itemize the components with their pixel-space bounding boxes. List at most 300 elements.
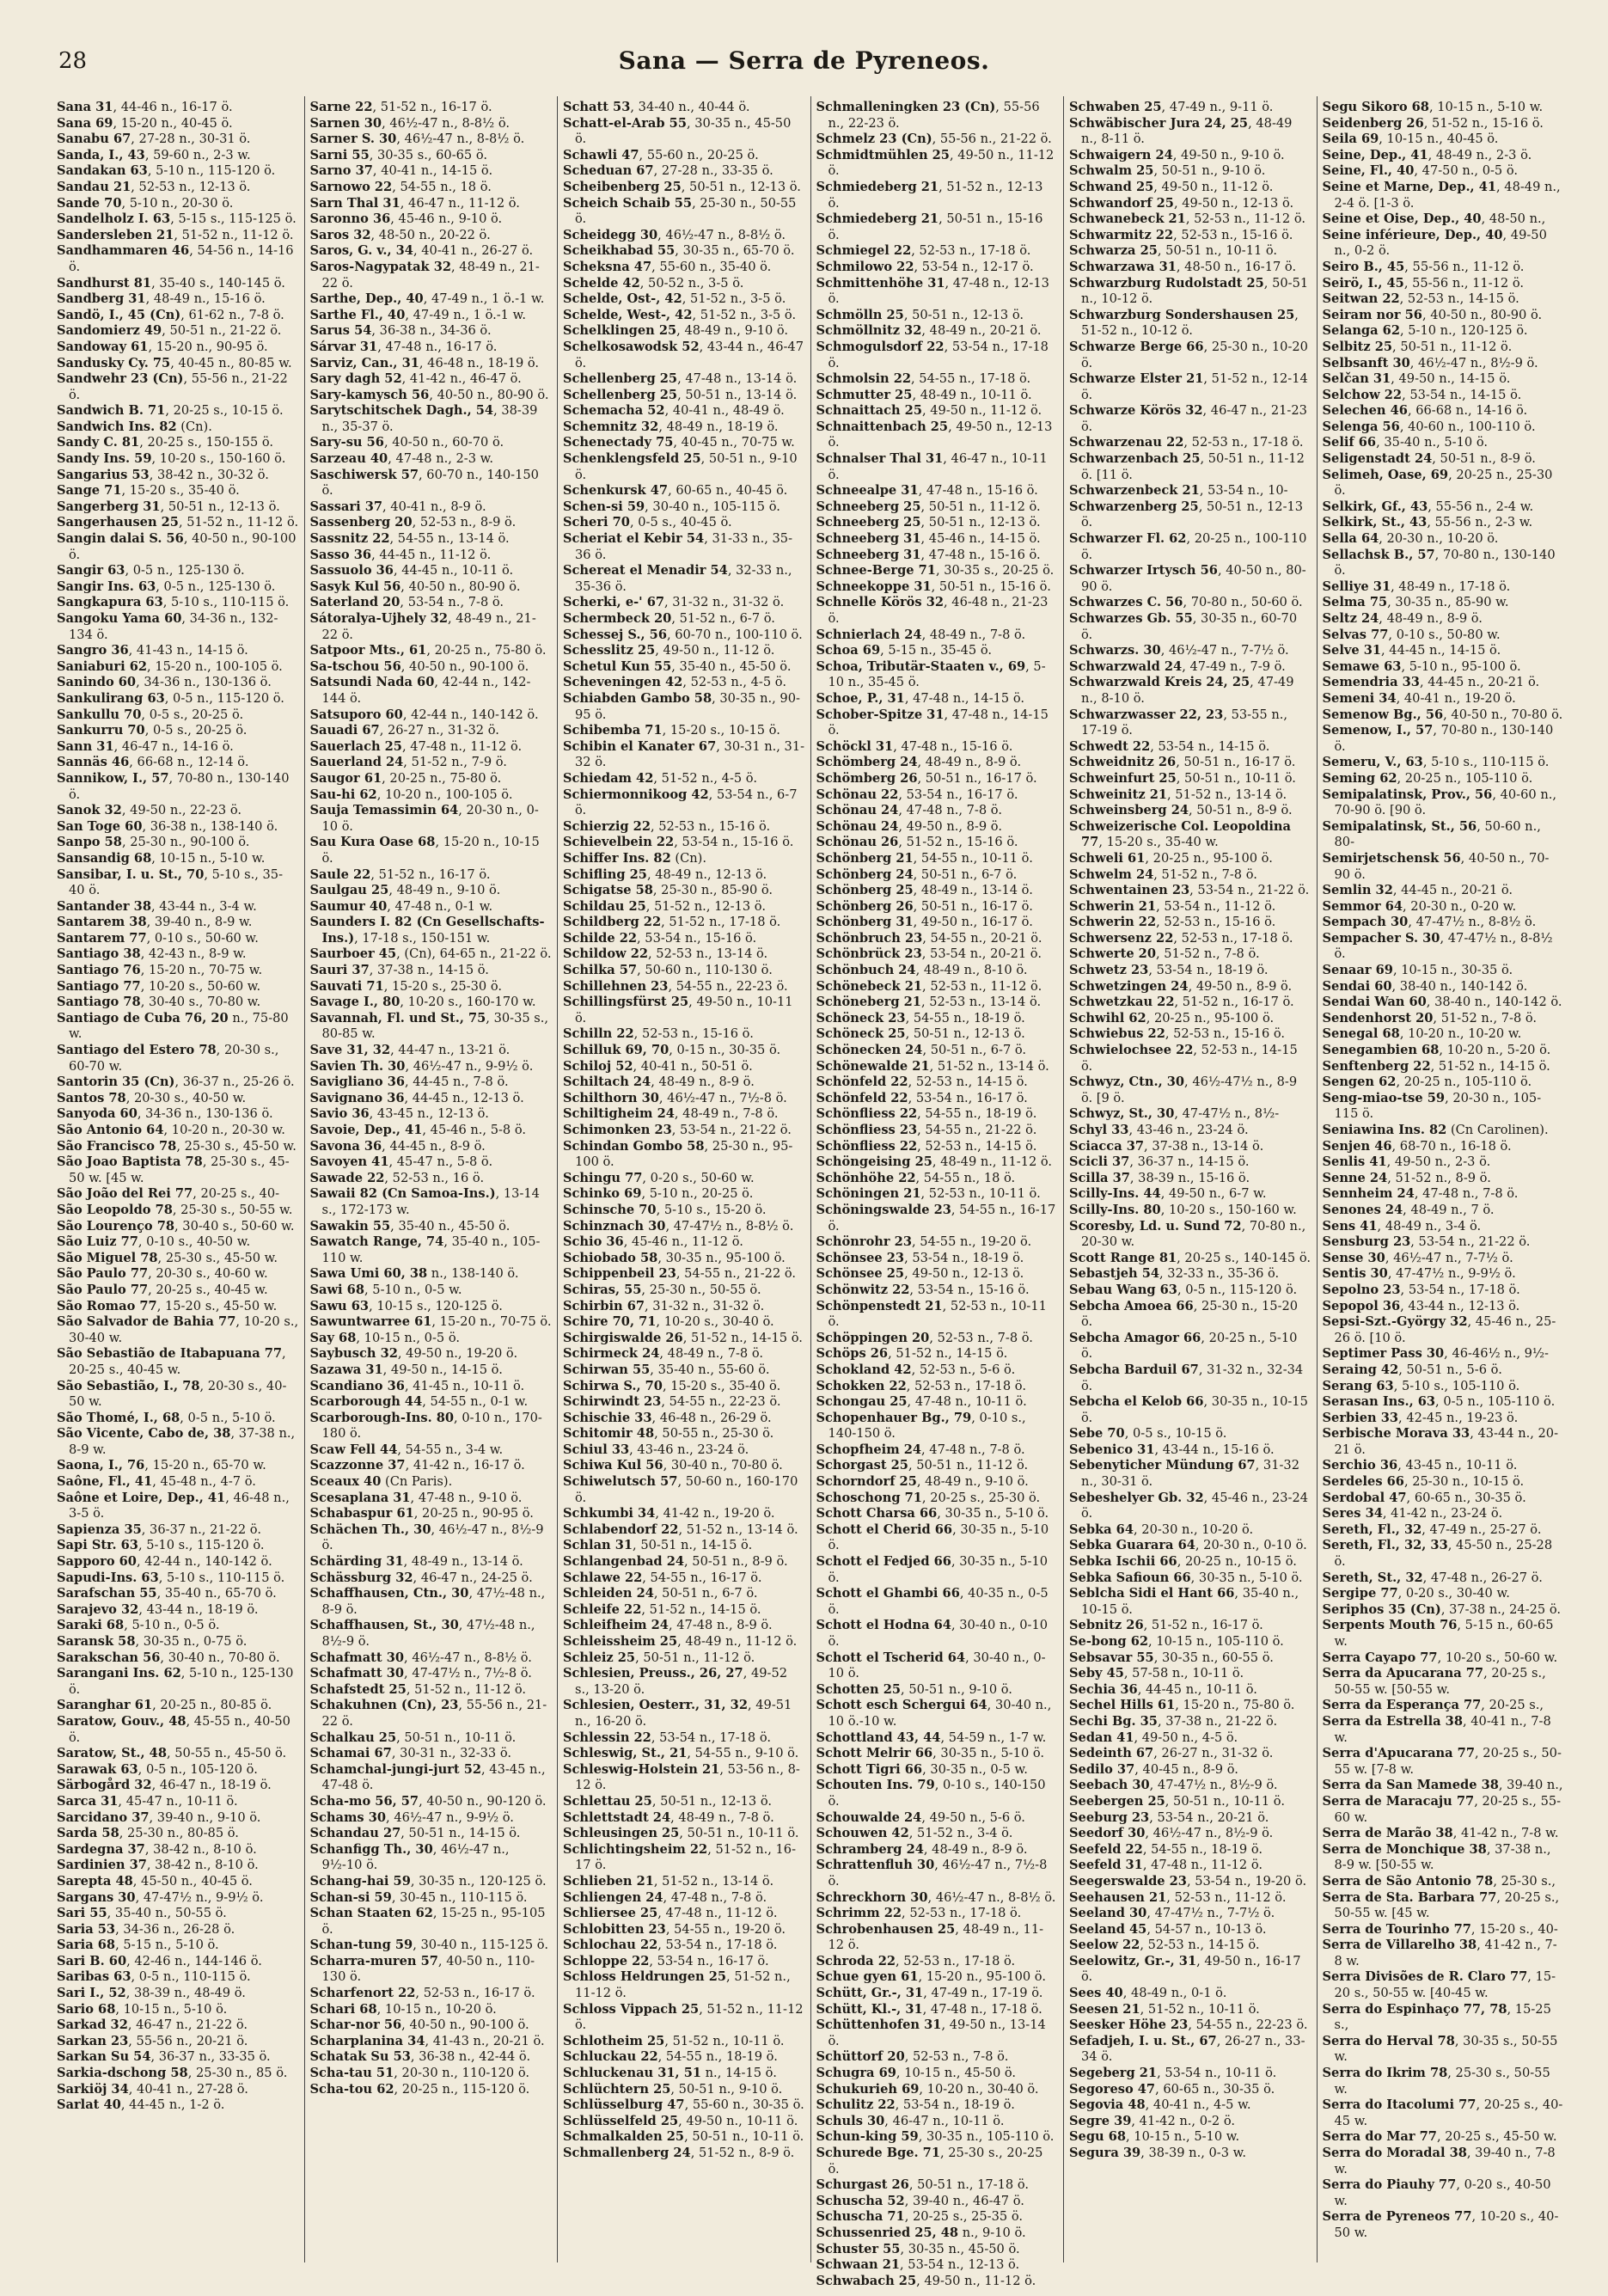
gazetteer-entry: Schober-Spitze 31, 47-48 n., 14-15 ö. — [816, 707, 1049, 738]
gazetteer-entry: Satpoor Mts., 61, 20-25 n., 75-80 ö. — [309, 643, 547, 658]
gazetteer-entry: Sandhurst 81, 35-40 s., 140-145 ö. — [57, 275, 285, 291]
gazetteer-entry: Schneealpe 31, 47-48 n., 15-16 ö. — [816, 483, 1038, 499]
gazetteer-entry: Scott Range 81, 20-25 s., 140-145 ö. — [1069, 1250, 1311, 1265]
gazetteer-entry: Selkirk, Gf., 43, 55-56 n., 2-4 w. — [1322, 499, 1534, 514]
gazetteer-entry: Serbische Morava 33, 43-44 n., 20-21 ö. — [1322, 1426, 1559, 1457]
gazetteer-entry: Sawatch Range, 74, 35-40 n., 105-110 w. — [309, 1234, 541, 1265]
gazetteer-entry: Schleissheim 25, 48-49 n., 11-12 ö. — [563, 1634, 798, 1649]
gazetteer-entry: Seraing 42, 50-51 n., 5-6 ö. — [1322, 1362, 1502, 1377]
gazetteer-entry: Serra do Itacolumi 77, 20-25 s., 40-45 w. — [1322, 2097, 1563, 2128]
gazetteer-entry: Santarem 38, 39-40 n., 8-9 w. — [57, 915, 253, 930]
gazetteer-entry: Schönbrück 23, 53-54 n., 20-21 ö. — [816, 946, 1042, 962]
gazetteer-entry: Schenectady 75, 40-45 n., 70-75 w. — [563, 435, 795, 450]
gazetteer-entry: São Miguel 78, 25-30 s., 45-50 w. — [57, 1250, 278, 1265]
gazetteer-entry: Sassuolo 36, 44-45 n., 10-11 ö. — [309, 563, 514, 579]
gazetteer-entry: Schifling 25, 48-49 n., 12-13 ö. — [563, 866, 767, 882]
gazetteer-entry: Schmiedeberg 21, 50-51 n., 15-16 ö. — [816, 211, 1043, 242]
gazetteer-entry: Sebka 64, 20-30 n., 10-20 ö. — [1069, 1521, 1254, 1537]
gazetteer-entry: Schnaittach 25, 49-50 n., 11-12 ö. — [816, 403, 1042, 419]
gazetteer-entry: Saschiwersk 57, 60-70 n., 140-150 ö. — [309, 467, 539, 499]
gazetteer-entry: Schönberg 26, 50-51 n., 16-17 ö. — [816, 898, 1033, 914]
gazetteer-entry: São Lourenço 78, 30-40 s., 50-60 w. — [57, 1218, 295, 1234]
gazetteer-entry: Sangoku Yama 60, 34-36 n., 132-134 ö. — [57, 611, 278, 642]
gazetteer-entry: Schönebeck 21, 52-53 n., 11-12 ö. — [816, 978, 1042, 994]
gazetteer-entry: Sebcha Barduil 67, 31-32 n., 32-34 ö. — [1069, 1362, 1304, 1393]
gazetteer-entry: Sapudi-Ins. 63, 5-10 s., 110-115 ö. — [57, 1570, 285, 1585]
gazetteer-entry: Schnierlach 24, 48-49 n., 7-8 ö. — [816, 627, 1026, 642]
gazetteer-entry: Schönberg 21, 54-55 n., 10-11 ö. — [816, 850, 1033, 866]
gazetteer-entry: Schönberg 31, 49-50 n., 16-17 ö. — [816, 915, 1033, 930]
gazetteer-entry: Schereat el Menadir 54, 32-33 n., 35-36 ö. — [563, 563, 792, 594]
gazetteer-entry: São Joao Baptista 78, 25-30 s., 45-50 w. [45 w. — [57, 1154, 290, 1185]
gazetteer-entry: Senlis 41, 49-50 n., 2-3 ö. — [1322, 1154, 1491, 1170]
gazetteer-entry: Seligenstadt 24, 50-51 n., 8-9 ö. — [1322, 451, 1536, 467]
gazetteer-entry: Schemacha 52, 40-41 n., 48-49 ö. — [563, 403, 785, 419]
gazetteer-entry: Sanindo 60, 34-36 n., 130-136 ö. — [57, 675, 272, 690]
gazetteer-entry: Schlesien, Preuss., 26, 27, 49-52 s., 13-20 ö. — [563, 1666, 788, 1697]
gazetteer-entry: Schillehnen 23, 54-55 n., 22-23 ö. — [563, 978, 788, 994]
gazetteer-entry: Sátoralya-Ujhely 32, 48-49 n., 21-22 ö. — [309, 611, 536, 642]
gazetteer-entry: Santiago 38, 42-43 n., 8-9 w. — [57, 946, 247, 962]
gazetteer-entry: Schiermonnikoog 42, 53-54 n., 6-7 ö. — [563, 787, 798, 818]
gazetteer-entry: Schloss Heldrungen 25, 51-52 n., 11-12 ö. — [563, 1969, 791, 2001]
gazetteer-entry: Schire 70, 71, 10-20 s., 30-40 ö. — [563, 1314, 774, 1330]
gazetteer-entry: Sandersleben 21, 51-52 n., 11-12 ö. — [57, 227, 294, 242]
gazetteer-entry: Schwarzenberg 25, 50-51 n., 12-13 ö. — [1069, 499, 1304, 530]
gazetteer-entry: Scheich Schaib 55, 25-30 n., 50-55 ö. — [563, 195, 797, 227]
gazetteer-entry: Sarnowo 22, 54-55 n., 18 ö. — [309, 179, 492, 194]
gazetteer-entry: Schouwen 42, 51-52 n., 3-4 ö. — [816, 1826, 1013, 1841]
gazetteer-entry: Scilly-Ins. 80, 10-20 s., 150-160 w. — [1069, 1202, 1297, 1217]
gazetteer-entry: Selbsanft 30, 46½-47 n., 8½-9 ö. — [1322, 355, 1538, 370]
gazetteer-entry: Sapporo 60, 42-44 n., 140-142 ö. — [57, 1554, 272, 1570]
gazetteer-entry: Schwyz, Ctn., 30, 46½-47½ n., 8-9 ö. [9 ö. — [1069, 1075, 1298, 1105]
gazetteer-entry: Schlüsselburg 47, 55-60 n., 30-35 ö. — [563, 2097, 804, 2113]
gazetteer-entry: Schmittenhöhe 31, 47-48 n., 12-13 ö. — [816, 275, 1049, 307]
gazetteer-entry: Septimer Pass 30, 46-46½ n., 9½- — [1322, 1346, 1549, 1362]
gazetteer-entry: Schiedam 42, 51-52 n., 4-5 ö. — [563, 770, 757, 786]
gazetteer-entry: Sella 64, 20-30 n., 10-20 ö. — [1322, 531, 1499, 547]
gazetteer-entry: Schmogulsdorf 22, 53-54 n., 17-18 ö. — [816, 339, 1049, 370]
gazetteer-entry: Schyl 33, 43-46 n., 23-24 ö. — [1069, 1123, 1249, 1137]
gazetteer-entry: Serra do Espinhaço 77, 78, 15-25 s., — [1322, 2001, 1551, 2033]
gazetteer-entry: São Sebastião, I., 78, 20-30 s., 40-50 w. — [57, 1378, 287, 1410]
gazetteer-entry: Schönrohr 23, 54-55 n., 19-20 ö. — [816, 1234, 1032, 1250]
column-1 — [52, 96, 304, 2262]
gazetteer-entry: Seeland 45, 54-57 n., 10-13 ö. — [1069, 1921, 1267, 1937]
gazetteer-entry: Sary-kamysch 56, 40-50 n., 80-90 ö. — [309, 387, 549, 402]
gazetteer-entry: Schütt, Gr.-, 31, 47-49 n., 17-19 ö. — [816, 1986, 1043, 2001]
gazetteer-entry: Seine, Fl., 40, 47-50 n., 0-5 ö. — [1322, 163, 1519, 179]
gazetteer-entry: Seblcha Sidi el Hant 66, 35-40 n., 10-15 ö. — [1069, 1586, 1299, 1617]
gazetteer-entry: Schwarzawa 31, 48-50 n., 16-17 ö. — [1069, 259, 1297, 274]
gazetteer-entry: Say 68, 10-15 n., 0-5 ö. — [309, 1330, 460, 1345]
gazetteer-entry: Schilka 57, 50-60 n., 110-130 ö. — [563, 963, 773, 978]
gazetteer-entry: Schott esch Schergui 64, 30-40 n., 10 ö.-10 w. — [816, 1698, 1052, 1729]
gazetteer-entry: Schoa, Tributär-Staaten v., 69, 5-10 n., 35-45 ö. — [816, 658, 1046, 690]
gazetteer-entry: Semlin 32, 44-45 n., 20-21 ö. — [1322, 883, 1513, 898]
gazetteer-entry: Schmilowo 22, 53-54 n., 12-17 ö. — [816, 259, 1034, 274]
gazetteer-entry: Scheveningen 42, 52-53 n., 4-5 ö. — [563, 675, 786, 690]
gazetteer-entry: Schleifheim 24, 47-48 n., 8-9 ö. — [563, 1618, 773, 1633]
gazetteer-entry: Schönfeld 22, 52-53 n., 14-15 ö. — [816, 1075, 1028, 1090]
gazetteer-entry: Serra do Moradal 38, 39-40 n., 7-8 w. — [1322, 2146, 1556, 2177]
gazetteer-entry: Schabaspur 61, 20-25 n., 90-95 ö. — [309, 1506, 534, 1521]
gazetteer-entry: Serasan Ins., 63, 0-5 n., 105-110 ö. — [1322, 1394, 1556, 1410]
gazetteer-entry: Sandoway 61, 15-20 n., 90-95 ö. — [57, 339, 268, 354]
gazetteer-entry: Sempach 30, 47-47½ n., 8-8½ ö. — [1322, 915, 1537, 930]
gazetteer-entry: Sandusky Cy. 75, 40-45 n., 80-85 w. — [57, 355, 292, 370]
gazetteer-entry: Serra de Maracaju 77, 20-25 s., 55-60 w. — [1322, 1793, 1562, 1825]
gazetteer-entry: Seine inférieure, Dep., 40, 49-50 n., 0-2 ö. — [1322, 227, 1547, 259]
gazetteer-entry: Senegambien 68, 10-20 n., 5-20 ö. — [1322, 1043, 1551, 1058]
gazetteer-entry: Schwarzburg Sondershausen 25, 51-52 n., 10-12 ö. — [1069, 307, 1299, 339]
gazetteer-entry: São Romao 77, 15-20 s., 45-50 w. — [57, 1298, 278, 1313]
gazetteer-entry: Sardinien 37, 38-42 n., 8-10 ö. — [57, 1858, 259, 1873]
gazetteer-entry: Schloss Vippach 25, 51-52 n., 11-12 ö. — [563, 2001, 804, 2033]
gazetteer-entry: Sarangani Ins. 62, 5-10 n., 125-130 ö. — [57, 1666, 294, 1697]
gazetteer-entry: Sepopol 36, 43-44 n., 12-13 ö. — [1322, 1298, 1520, 1313]
gazetteer-entry: Schnalser Thal 31, 46-47 n., 10-11 ö. — [816, 451, 1048, 482]
gazetteer-entry: Sankurru 70, 0-5 s., 20-25 ö. — [57, 723, 248, 738]
gazetteer-entry: Scesaplana 31, 47-48 n., 9-10 ö. — [309, 1490, 523, 1505]
column-4 — [810, 96, 1064, 2288]
gazetteer-entry: Sebcha el Kelob 66, 30-35 n., 10-15 ö. — [1069, 1394, 1308, 1425]
gazetteer-entry: Scarborough-Ins. 80, 0-10 n., 170-180 ö. — [309, 1410, 542, 1442]
gazetteer-entry: Sebka Guarara 64, 20-30 n., 0-10 ö. — [1069, 1538, 1307, 1553]
gazetteer-entry: Schandau 27, 50-51 n., 14-15 ö. — [309, 1826, 521, 1841]
gazetteer-entry: Schneeberg 31, 47-48 n., 15-16 ö. — [816, 547, 1041, 562]
gazetteer-entry: Schotten 25, 50-51 n., 9-10 ö. — [816, 1681, 1012, 1697]
gazetteer-entry: Saratow, St., 48, 50-55 n., 45-50 ö. — [57, 1746, 287, 1761]
gazetteer-entry: Schellenberg 25, 50-51 n., 13-14 ö. — [563, 387, 798, 402]
gazetteer-entry: Seegerswalde 23, 53-54 n., 19-20 ö. — [1069, 1873, 1307, 1889]
gazetteer-entry: Schöps 26, 51-52 n., 14-15 ö. — [816, 1346, 1008, 1362]
gazetteer-entry: Saraki 68, 5-10 n., 0-5 ö. — [57, 1618, 220, 1633]
gazetteer-entry: Schlobitten 23, 54-55 n., 19-20 ö. — [563, 1921, 786, 1937]
gazetteer-entry: Schopenhauer Bg., 79, 0-10 s., 140-150 ö. — [816, 1410, 1026, 1442]
gazetteer-entry: Schönau 24, 49-50 n., 8-9 ö. — [816, 818, 1002, 834]
gazetteer-entry: Santiago 76, 15-20 n., 70-75 w. — [57, 963, 263, 978]
gazetteer-entry: Sapienza 35, 36-37 n., 21-22 ö. — [57, 1521, 261, 1537]
gazetteer-entry: Sawi 68, 5-10 n., 0-5 w. — [309, 1282, 462, 1297]
gazetteer-entry: Sandy C. 81, 20-25 s., 150-155 ö. — [57, 435, 274, 450]
gazetteer-entry: Schwarza 25, 50-51 n., 10-11 ö. — [1069, 243, 1278, 259]
gazetteer-entry: Schue gyen 61, 15-20 n., 95-100 ö. — [816, 1969, 1046, 1985]
gazetteer-entry: Schrimm 22, 52-53 n., 17-18 ö. — [816, 1906, 1022, 1921]
gazetteer-entry: Schlabendorf 22, 51-52 n., 13-14 ö. — [563, 1521, 798, 1537]
gazetteer-entry: Sendenhorst 20, 51-52 n., 7-8 ö. — [1322, 1010, 1538, 1026]
gazetteer-entry: Semipalatinsk, Prov., 56, 40-60 n., 70-90 ö. [90 ö. — [1322, 787, 1556, 818]
gazetteer-entry: Schöneck 25, 50-51 n., 12-13 ö. — [816, 1026, 1025, 1042]
gazetteer-entry: Santos 78, 20-30 s., 40-50 w. — [57, 1090, 247, 1105]
gazetteer-entry: Schott Melrir 66, 30-35 n., 5-10 ö. — [816, 1746, 1045, 1761]
gazetteer-entry: Sawa Umi 60, 38 n., 138-140 ö. — [309, 1266, 519, 1282]
gazetteer-entry: Schmutter 25, 48-49 n., 10-11 ö. — [816, 387, 1032, 402]
gazetteer-entry: Saona, I., 76, 15-20 n., 65-70 w. — [57, 1458, 266, 1473]
gazetteer-entry: Schirwan 55, 35-40 n., 55-60 ö. — [563, 1362, 770, 1377]
gazetteer-entry: Schari 68, 10-15 n., 10-20 ö. — [309, 2001, 497, 2017]
gazetteer-entry: Seeland 30, 47-47½ n., 7-7½ ö. — [1069, 1906, 1275, 1921]
gazetteer-entry: Sandhammaren 46, 54-56 n., 14-16 ö. — [57, 243, 294, 274]
gazetteer-entry: Schmelz 23 (Cn), 55-56 n., 21-22 ö. — [816, 132, 1052, 147]
gazetteer-entry: Schiffer Ins. 82 (Cn). — [563, 850, 706, 866]
gazetteer-entry: Schönewalde 21, 51-52 n., 13-14 ö. — [816, 1058, 1049, 1074]
gazetteer-entry: Serra de Marão 38, 41-42 n., 7-8 w. — [1322, 1826, 1559, 1841]
gazetteer-entry: Selechen 46, 66-68 n., 14-16 ö. — [1322, 403, 1528, 419]
gazetteer-entry: Sanda, I., 43, 59-60 n., 2-3 w. — [57, 147, 251, 162]
gazetteer-entry: Serra da Apucarana 77, 20-25 s., 50-55 w. [50-55 w. — [1322, 1666, 1546, 1697]
gazetteer-entry: Schippenbeil 23, 54-55 n., 21-22 ö. — [563, 1266, 797, 1282]
gazetteer-entry: Sau-hi 62, 10-20 n., 100-105 ö. — [309, 787, 513, 802]
gazetteer-entry: Schwarze Elster 21, 51-52 n., 12-14 ö. — [1069, 371, 1308, 402]
gazetteer-entry: Schen-si 59, 30-40 n., 105-115 ö. — [563, 499, 780, 514]
gazetteer-columns — [52, 96, 1569, 2288]
gazetteer-entry: Schweli 61, 20-25 n., 95-100 ö. — [1069, 850, 1273, 866]
gazetteer-entry: Sergipe 77, 0-20 s., 30-40 w. — [1322, 1586, 1510, 1601]
gazetteer-entry: Sebka Ischii 66, 20-25 n., 10-15 ö. — [1069, 1554, 1297, 1570]
gazetteer-entry: Serra d'Apucarana 77, 20-25 s., 50-55 w. [7-8 w. — [1322, 1746, 1562, 1777]
gazetteer-entry: Sarni 55, 30-35 s., 60-65 ö. — [309, 147, 488, 162]
gazetteer-entry: Saône et Loire, Dep., 41, 46-48 n., 3-5 ö. — [57, 1490, 290, 1521]
gazetteer-entry: Schwand 25, 49-50 n., 11-12 ö. — [1069, 179, 1274, 194]
gazetteer-entry: Schüttenhofen 31, 49-50 n., 13-14 ö. — [816, 2017, 1046, 2048]
gazetteer-entry: Serra de Villarelho 38, 41-42 n., 7-8 w. — [1322, 1938, 1557, 1968]
gazetteer-entry: Seine, Dep., 41, 48-49 n., 2-3 ö. — [1322, 147, 1532, 162]
gazetteer-entry: Semeru, V., 63, 5-10 s., 110-115 ö. — [1322, 755, 1550, 770]
gazetteer-entry: Seiro B., 45, 55-56 n., 11-12 ö. — [1322, 259, 1525, 274]
gazetteer-entry: Saulgau 25, 48-49 n., 9-10 ö. — [309, 883, 501, 898]
gazetteer-entry: Schongau 25, 47-48 n., 10-11 ö. — [816, 1394, 1027, 1410]
gazetteer-entry: Schan Staaten 62, 15-25 n., 95-105 ö. — [309, 1906, 546, 1937]
gazetteer-entry: Schwabach 25, 49-50 n., 11-12 ö. — [816, 2273, 1036, 2288]
gazetteer-entry: Sazawa 31, 49-50 n., 14-15 ö. — [309, 1362, 503, 1377]
gazetteer-entry: Schermbeck 20, 51-52 n., 6-7 ö. — [563, 611, 775, 626]
gazetteer-entry: Sapi Str. 63, 5-10 s., 115-120 ö. — [57, 1538, 265, 1553]
gazetteer-entry: Schönberg 25, 48-49 n., 13-14 ö. — [816, 883, 1033, 898]
gazetteer-entry: Sarkiöj 34, 40-41 n., 27-28 ö. — [57, 2081, 248, 2097]
gazetteer-entry: Semmor 64, 20-30 n., 0-20 w. — [1322, 898, 1517, 914]
gazetteer-entry: Schwetzingen 24, 49-50 n., 8-9 ö. — [1069, 978, 1293, 994]
gazetteer-entry: São Francisco 78, 25-30 s., 45-50 w. — [57, 1138, 297, 1154]
gazetteer-entry: Schiwa Kul 56, 30-40 n., 70-80 ö. — [563, 1458, 783, 1473]
gazetteer-entry: Semirjetschensk 56, 40-50 n., 70-90 ö. — [1322, 850, 1550, 882]
gazetteer-entry: Saransk 58, 30-35 n., 0-75 ö. — [57, 1634, 248, 1649]
gazetteer-entry: Segu 68, 10-15 n., 5-10 w. — [1069, 2129, 1240, 2145]
gazetteer-entry: Schwelm 24, 51-52 n., 7-8 ö. — [1069, 866, 1257, 882]
gazetteer-entry: Schwielochsee 22, 52-53 n., 14-15 ö. — [1069, 1043, 1298, 1074]
gazetteer-entry: Schwerte 20, 51-52 n., 7-8 ö. — [1069, 946, 1260, 962]
gazetteer-entry: Sandwich Ins. 82 (Cn). — [57, 419, 212, 434]
gazetteer-entry: Sa-tschou 56, 40-50 n., 90-100 ö. — [309, 658, 529, 674]
gazetteer-entry: Schweidnitz 26, 50-51 n., 16-17 ö. — [1069, 755, 1296, 770]
gazetteer-entry: Senftenberg 22, 51-52 n., 14-15 ö. — [1322, 1058, 1550, 1074]
gazetteer-entry: Schugra 69, 10-15 n., 45-50 ö. — [816, 2066, 1017, 2081]
gazetteer-entry: Senones 24, 48-49 n., 7 ö. — [1322, 1202, 1495, 1217]
column-5 — [1063, 96, 1317, 2262]
gazetteer-entry: Schemnitz 32, 48-49 n., 18-19 ö. — [563, 419, 779, 434]
gazetteer-entry: Schwaben 25, 47-49 n., 9-11 ö. — [1069, 100, 1274, 114]
gazetteer-entry: Schütt, Kl.-, 31, 47-48 n., 17-18 ö. — [816, 2001, 1042, 2017]
gazetteer-entry: Segre 39, 41-42 n., 0-2 ö. — [1069, 2113, 1236, 2128]
column-2 — [304, 96, 558, 2262]
gazetteer-entry: Schirwindt 23, 54-55 n., 22-23 ö. — [563, 1394, 781, 1410]
gazetteer-entry: Sciacca 37, 37-38 n., 13-14 ö. — [1069, 1138, 1264, 1154]
gazetteer-entry: Schönpenstedt 21, 52-53 n., 10-11 ö. — [816, 1298, 1047, 1330]
gazetteer-entry: Sarthe, Dep., 40, 47-49 n., 1 ö.-1 w. — [309, 291, 545, 307]
gazetteer-entry: Scheidegg 30, 46½-47 n., 8-8½ ö. — [563, 227, 786, 242]
gazetteer-entry: Sedan 41, 49-50 n., 4-5 ö. — [1069, 1730, 1238, 1745]
gazetteer-entry: Sarepta 48, 45-50 n., 40-45 ö. — [57, 1873, 253, 1889]
gazetteer-entry: Schwarzer Irtysch 56, 40-50 n., 80-90 ö. — [1069, 563, 1306, 594]
gazetteer-entry: Sangir 63, 0-5 n., 125-130 ö. — [57, 563, 245, 579]
gazetteer-entry: Schokken 22, 52-53 n., 17-18 ö. — [816, 1378, 1026, 1393]
gazetteer-entry: Serra de Sta. Barbara 77, 20-25 s., 50-55 w. [45 w. — [1322, 1889, 1560, 1921]
gazetteer-entry: Schüttorf 20, 52-53 n., 7-8 ö. — [816, 2049, 1009, 2065]
gazetteer-entry: Serchio 36, 43-45 n., 10-11 ö. — [1322, 1458, 1518, 1473]
gazetteer-entry: Schelkosawodsk 52, 43-44 n., 46-47 ö. — [563, 339, 804, 370]
gazetteer-entry: Schirmeck 24, 48-49 n., 7-8 ö. — [563, 1346, 764, 1362]
gazetteer-entry: São Sebastião de Itabapuana 77, 20-25 s., 40-45 w. — [57, 1346, 286, 1377]
gazetteer-entry: Saria 53, 34-36 n., 26-28 ö. — [57, 1921, 235, 1937]
gazetteer-entry: Schanfigg Th., 30, 46½-47 n., 9½-10 ö. — [309, 1841, 510, 1873]
gazetteer-entry: Scheduan 67, 27-28 n., 33-35 ö. — [563, 163, 773, 179]
gazetteer-entry: Schlüsselfeld 25, 49-50 n., 10-11 ö. — [563, 2113, 798, 2128]
gazetteer-entry: Schmolsin 22, 54-55 n., 17-18 ö. — [816, 371, 1031, 387]
gazetteer-entry: Serra do Piauhy 77, 0-20 s., 40-50 w. — [1322, 2177, 1551, 2208]
gazetteer-entry: Schilln 22, 52-53 n., 15-16 ö. — [563, 1026, 754, 1042]
gazetteer-entry: Scha-tou 62, 20-25 n., 115-120 ö. — [309, 2081, 530, 2097]
gazetteer-entry: Seirö, I., 45, 55-56 n., 11-12 ö. — [1322, 275, 1525, 291]
gazetteer-entry: Schloppe 22, 53-54 n., 16-17 ö. — [563, 1953, 769, 1968]
gazetteer-entry: Saône, Fl., 41, 45-48 n., 4-7 ö. — [57, 1474, 256, 1490]
gazetteer-entry: Santarem 77, 0-10 s., 50-60 w. — [57, 930, 259, 946]
gazetteer-entry: Schwerin 22, 52-53 n., 15-16 ö. — [1069, 915, 1276, 930]
gazetteer-entry: Schlüchtern 25, 50-51 n., 9-10 ö. — [563, 2081, 783, 2097]
gazetteer-entry: Sarlat 40, 44-45 n., 1-2 ö. — [57, 2097, 225, 2113]
gazetteer-entry: Sande 70, 5-10 n., 20-30 ö. — [57, 195, 234, 211]
gazetteer-entry: Schmallenberg 24, 51-52 n., 8-9 ö. — [563, 2146, 795, 2160]
gazetteer-entry: Selif 66, 35-40 n., 5-10 ö. — [1322, 435, 1488, 450]
gazetteer-entry: Schesslitz 25, 49-50 n., 11-12 ö. — [563, 643, 775, 658]
gazetteer-entry: Sau Kura Oase 68, 15-20 n., 10-15 ö. — [309, 835, 540, 866]
gazetteer-entry: Senegal 68, 10-20 n., 10-20 w. — [1322, 1026, 1522, 1042]
gazetteer-entry: Savien Th. 30, 46½-47 n., 9-9½ ö. — [309, 1058, 534, 1074]
gazetteer-entry: Selvas 77, 0-10 s., 50-80 w. — [1322, 627, 1501, 642]
page-title: Sana — Serra de Pyreneos. — [618, 46, 990, 75]
gazetteer-entry: Scheri 70, 0-5 s., 40-45 ö. — [563, 515, 732, 530]
gazetteer-entry: Sempacher S. 30, 47-47½ n., 8-8½ ö. — [1322, 930, 1553, 962]
gazetteer-entry: Sarkia-dschong 58, 25-30 n., 85 ö. — [57, 2066, 288, 2081]
gazetteer-entry: Schokland 42, 52-53 n., 5-6 ö. — [816, 1362, 1016, 1377]
gazetteer-entry: Seebach 30, 47-47½ n., 8½-9 ö. — [1069, 1778, 1278, 1793]
gazetteer-entry: Sechel Hills 61, 15-20 n., 75-80 ö. — [1069, 1698, 1295, 1713]
gazetteer-entry: Schott el Tscherid 64, 30-40 n., 0-10 ö. — [816, 1650, 1046, 1681]
gazetteer-entry: Sereth, Fl., 32, 47-49 n., 25-27 ö. — [1322, 1521, 1542, 1537]
gazetteer-entry: Schlieben 21, 51-52 n., 13-14 ö. — [563, 1873, 774, 1889]
gazetteer-entry: Sann 31, 46-47 n., 14-16 ö. — [57, 738, 234, 754]
gazetteer-entry: Sechi Bg. 35, 37-38 n., 21-22 ö. — [1069, 1713, 1278, 1729]
gazetteer-entry: Schwarzes C. 56, 70-80 n., 50-60 ö. — [1069, 595, 1303, 610]
gazetteer-entry: Schluckenau 31, 51 n., 14-15 ö. — [563, 2066, 777, 2081]
column-6 — [1317, 96, 1570, 2262]
gazetteer-entry: Schlichtingsheim 22, 51-52 n., 16-17 ö. — [563, 1841, 797, 1873]
gazetteer-entry: Schinsche 70, 5-10 s., 15-20 ö. — [563, 1202, 767, 1217]
gazetteer-entry: Seeburg 23, 53-54 n., 20-21 ö. — [1069, 1809, 1269, 1825]
gazetteer-entry: Schatt 53, 34-40 n., 40-44 ö. — [563, 100, 750, 114]
gazetteer-entry: Schuscha 52, 39-40 n., 46-47 ö. — [816, 2193, 1024, 2208]
gazetteer-entry: Schönfliess 23, 54-55 n., 21-22 ö. — [816, 1123, 1037, 1137]
gazetteer-entry: Sankulirang 63, 0-5 n., 115-120 ö. — [57, 690, 284, 706]
gazetteer-entry: Seefeld 31, 47-48 n., 11-12 ö. — [1069, 1858, 1263, 1873]
gazetteer-entry: Savage I., 80, 10-20 s., 160-170 w. — [309, 995, 536, 1010]
gazetteer-entry: Seiram nor 56, 40-50 n., 80-90 ö. — [1322, 307, 1543, 322]
gazetteer-entry: Schlesien, Oesterr., 31, 32, 49-51 n., 16-20 ö. — [563, 1698, 792, 1729]
gazetteer-entry: Schwanebeck 21, 52-53 n., 11-12 ö. — [1069, 211, 1306, 227]
gazetteer-entry: Semendria 33, 44-45 n., 20-21 ö. — [1322, 675, 1540, 690]
gazetteer-entry: Schleswig-Holstein 21, 53-56 n., 8-12 ö. — [563, 1761, 800, 1793]
gazetteer-entry: Sauadi 67, 26-27 n., 31-32 ö. — [309, 723, 499, 738]
gazetteer-entry: Schiwelutsch 57, 50-60 n., 160-170 ö. — [563, 1474, 798, 1505]
gazetteer-entry: Seehausen 21, 52-53 n., 11-12 ö. — [1069, 1889, 1287, 1905]
gazetteer-entry: Sana 69, 15-20 n., 40-45 ö. — [57, 115, 233, 131]
gazetteer-entry: Saros, G. v., 34, 40-41 n., 26-27 ö. — [309, 243, 534, 259]
gazetteer-entry: Serdobal 47, 60-65 n., 30-35 ö. — [1322, 1490, 1526, 1505]
gazetteer-entry: São Luiz 77, 0-10 s., 40-50 w. — [57, 1234, 251, 1250]
gazetteer-entry: Schässburg 32, 46-47 n., 24-25 ö. — [309, 1570, 533, 1585]
gazetteer-entry: Saybusch 32, 49-50 n., 19-20 ö. — [309, 1346, 518, 1362]
gazetteer-entry: Schleiz 25, 50-51 n., 11-12 ö. — [563, 1650, 755, 1665]
gazetteer-entry: São Salvador de Bahia 77, 10-20 s., 30-40 w. — [57, 1314, 299, 1345]
gazetteer-entry: Seefeld 22, 54-55 n., 18-19 ö. — [1069, 1841, 1263, 1857]
gazetteer-entry: Sanyoda 60, 34-36 n., 130-136 ö. — [57, 1106, 273, 1122]
gazetteer-entry: Saniaburi 62, 15-20 n., 100-105 ö. — [57, 658, 283, 674]
gazetteer-entry: Sengen 62, 20-25 n., 105-110 ö. — [1322, 1075, 1532, 1090]
gazetteer-entry: Schibemba 71, 15-20 s., 10-15 ö. — [563, 723, 780, 738]
gazetteer-entry: Scheksna 47, 55-60 n., 35-40 ö. — [563, 259, 772, 274]
gazetteer-entry: Scilly-Ins. 44, 49-50 n., 6-7 w. — [1069, 1186, 1267, 1202]
gazetteer-entry: Sangkapura 63, 5-10 s., 110-115 ö. — [57, 595, 290, 610]
gazetteer-entry: Schwarzenbeck 21, 53-54 n., 10- — [1069, 483, 1288, 499]
gazetteer-entry: Seebergen 25, 50-51 n., 10-11 ö. — [1069, 1793, 1285, 1809]
gazetteer-entry: Sandomierz 49, 50-51 n., 21-22 ö. — [57, 323, 282, 339]
gazetteer-entry: Saunders I. 82 (Cn Gesellschafts-Ins.), 17-18 s., 150-151 w. — [309, 915, 545, 946]
gazetteer-entry: Schwedt 22, 53-54 n., 14-15 ö. — [1069, 738, 1270, 754]
gazetteer-entry: Schächen Th., 30, 46½-47 n., 8½-9 ö. — [309, 1521, 544, 1553]
gazetteer-entry: Sauvati 71, 15-20 s., 25-30 ö. — [309, 978, 502, 994]
gazetteer-entry: Schurede Bge. 71, 25-30 s., 20-25 ö. — [816, 2146, 1043, 2177]
gazetteer-entry: São Antonio 64, 10-20 n., 20-30 w. — [57, 1123, 285, 1137]
gazetteer-entry: Schlangenbad 24, 50-51 n., 8-9 ö. — [563, 1554, 788, 1570]
gazetteer-entry: Schwyz, St., 30, 47-47½ n., 8½- — [1069, 1106, 1280, 1122]
gazetteer-entry: Selchow 22, 53-54 n., 14-15 ö. — [1322, 387, 1522, 402]
gazetteer-entry: Sandau 21, 52-53 n., 12-13 ö. — [57, 179, 251, 194]
gazetteer-entry: Segu Sikoro 68, 10-15 n., 5-10 w. — [1322, 100, 1544, 114]
gazetteer-entry: Sarakschan 56, 30-40 n., 70-80 ö. — [57, 1650, 280, 1665]
gazetteer-entry: Savignano 36, 44-45 n., 12-13 ö. — [309, 1090, 524, 1105]
gazetteer-entry: Seming 62, 20-25 n., 105-110 ö. — [1322, 770, 1533, 786]
gazetteer-entry: Schwetz 23, 53-54 n., 18-19 ö. — [1069, 963, 1269, 978]
gazetteer-entry: Saratow, Gouv., 48, 45-55 n., 40-50 ö. — [57, 1713, 290, 1745]
gazetteer-entry: Schouwalde 24, 49-50 n., 5-6 ö. — [816, 1809, 1025, 1825]
gazetteer-entry: Schwarzer Fl. 62, 20-25 n., 100-110 ö. — [1069, 531, 1307, 562]
gazetteer-entry: Senaar 69, 10-15 n., 30-35 ö. — [1322, 963, 1513, 978]
gazetteer-entry: Scha-tau 51, 20-30 n., 110-120 ö. — [309, 2066, 530, 2081]
gazetteer-entry: Serra do Mar 77, 20-25 s., 45-50 w. — [1322, 2129, 1557, 2145]
gazetteer-entry: Schenkursk 47, 60-65 n., 40-45 ö. — [563, 483, 788, 499]
gazetteer-entry: Schwarzenbach 25, 50-51 n., 11-12 ö. [11 ö. — [1069, 451, 1305, 482]
gazetteer-entry: Schneeberg 31, 45-46 n., 14-15 ö. — [816, 531, 1041, 547]
